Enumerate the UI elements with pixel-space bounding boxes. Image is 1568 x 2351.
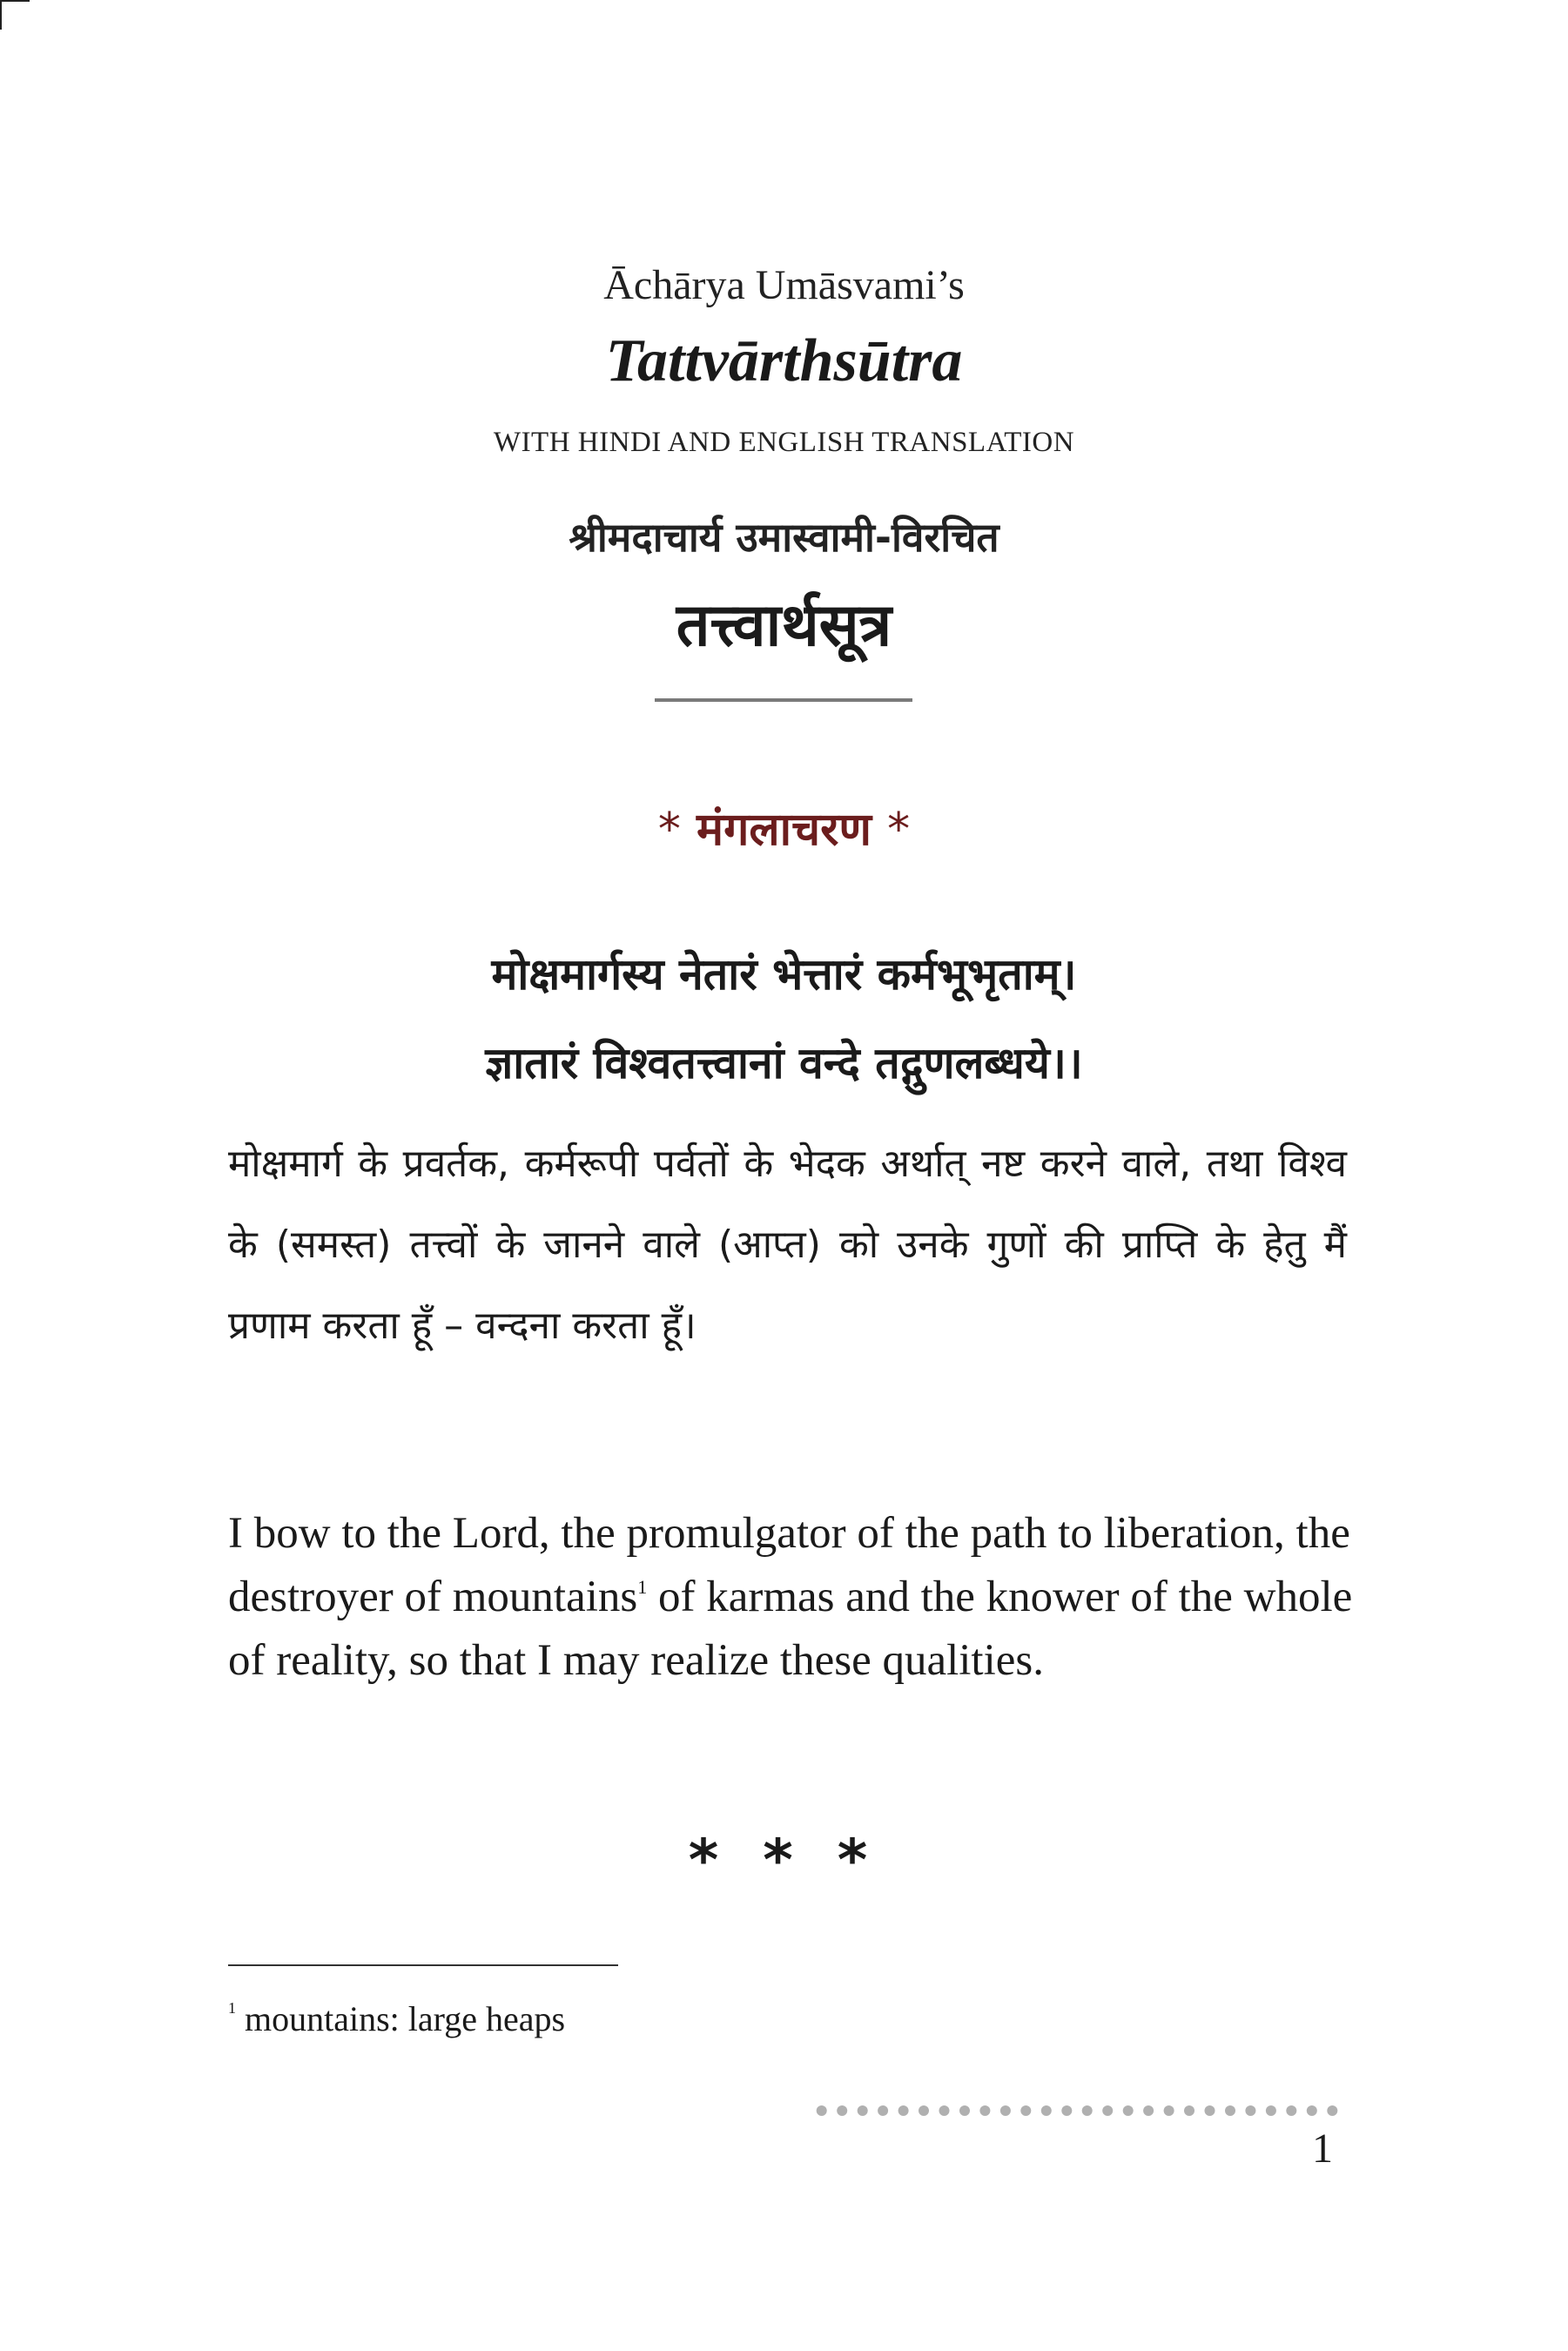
hindi-book-title: तत्त्वार्थसूत्र bbox=[676, 591, 892, 660]
leader-dot bbox=[1286, 2105, 1296, 2116]
page-number: 1 bbox=[1312, 2125, 1333, 2172]
leader-dot bbox=[817, 2105, 827, 2116]
leader-dot bbox=[1000, 2105, 1011, 2116]
book-subtitle: WITH HINDI AND ENGLISH TRANSLATION bbox=[493, 427, 1075, 458]
leader-dot bbox=[1164, 2105, 1174, 2116]
footnote bbox=[228, 1998, 565, 2039]
book-title: Tattvārthsūtra bbox=[605, 327, 963, 394]
asterisk-icon-right: * bbox=[887, 804, 911, 856]
leader-dot bbox=[1307, 2105, 1317, 2116]
leader-dot bbox=[1143, 2105, 1154, 2116]
footnote-text: mountains: large heaps bbox=[236, 1999, 566, 2038]
leader-dot bbox=[1327, 2105, 1337, 2116]
leader-dot bbox=[1205, 2105, 1215, 2116]
leader-dot bbox=[959, 2105, 970, 2116]
leader-dot bbox=[1102, 2105, 1113, 2116]
leader-dot bbox=[898, 2105, 909, 2116]
leader-dot bbox=[919, 2105, 929, 2116]
dot-leader bbox=[811, 2103, 1343, 2119]
invocation-heading bbox=[0, 797, 1568, 859]
verse-line-1: मोक्षमार्गस्य नेतारं भेत्तारं कर्मभूभृताम्। bbox=[491, 949, 1077, 1000]
verse-line-2: ज्ञातारं विश्वतत्त्वानां वन्दे तद्गुणलब्धये।। bbox=[485, 1038, 1083, 1088]
hindi-author-line: श्रीमदाचार्य उमास्वामी-विरचित bbox=[569, 514, 999, 561]
asterisk-icon-left: * bbox=[657, 804, 681, 856]
leader-dot bbox=[1266, 2105, 1276, 2116]
leader-dot bbox=[1020, 2105, 1031, 2116]
leader-dot bbox=[1245, 2105, 1255, 2116]
leader-dot bbox=[1061, 2105, 1072, 2116]
english-translation-part-2: of karmas and the knower of the whole of reality, so that I may realize these qualities. bbox=[228, 1573, 1353, 1685]
leader-dot bbox=[1123, 2105, 1134, 2116]
english-translation bbox=[228, 1502, 1360, 1693]
leader-dot bbox=[837, 2105, 847, 2116]
leader-dot bbox=[979, 2105, 990, 2116]
leader-dot bbox=[858, 2105, 868, 2116]
footnote-reference: 1 bbox=[637, 1576, 648, 1598]
hindi-translation: मोक्षमार्ग के प्रवर्तक, कर्मरूपी पर्वतों के भेदक अर्थात् नष्ट करने वाले, तथा विश्व के (समस्त) तत्त्वों के जानने वाले (आप्त) को उनके गुणों की प्राप्ति के हेतु मैं प्रणाम करता हूँ – वन्दना करता हूँ। bbox=[228, 1142, 1347, 1348]
leader-dot bbox=[1184, 2105, 1195, 2116]
author-line: Āchārya Umāsvami’s bbox=[603, 262, 965, 308]
invocation-heading-text: मंगलाचरण bbox=[697, 804, 871, 856]
crop-mark bbox=[0, 0, 30, 30]
english-translation-part-1: I bow to the Lord, the promulgator of the path to liberation, the destroyer of mountains bbox=[228, 1509, 1350, 1621]
footnote-divider bbox=[228, 1964, 618, 1966]
title-divider bbox=[655, 698, 912, 702]
leader-dot bbox=[1225, 2105, 1235, 2116]
leader-dot bbox=[939, 2105, 950, 2116]
leader-dot bbox=[1082, 2105, 1093, 2116]
section-separator: * * * bbox=[688, 1827, 880, 1894]
leader-dot bbox=[1041, 2105, 1052, 2116]
footnote-number: 1 bbox=[228, 1998, 236, 2017]
leader-dot bbox=[878, 2105, 888, 2116]
